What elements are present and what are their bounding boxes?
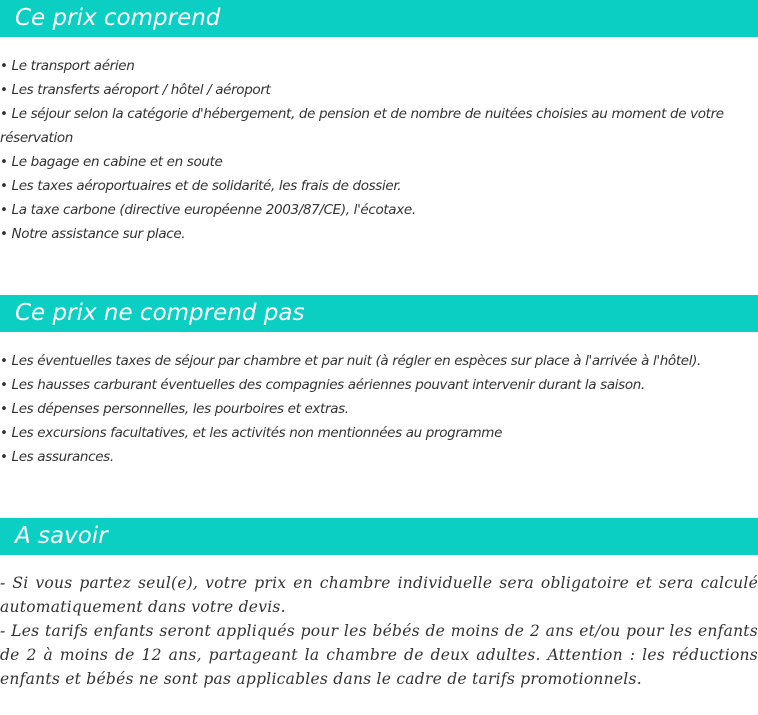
list-item: • Les dépenses personnelles, les pourboires et extras. bbox=[0, 401, 349, 417]
section-title-included: Ce prix comprend bbox=[0, 0, 758, 37]
section-title-good-to-know: A savoir bbox=[0, 518, 758, 555]
list-item: • Les hausses carburant éventuelles des compagnies aériennes pouvant intervenir durant la saison. bbox=[0, 377, 645, 393]
info-paragraph: - Les tarifs enfants seront appliqués pour les bébés de moins de 2 ans et/ou pour les enfants de 2 à moins de 12 ans, partageant la chambre de deux adultes. Attention : les réductions enfants et bébés ne sont pas applicables dans le cadre de tarifs promotionnels. bbox=[0, 622, 758, 688]
list-item: • La taxe carbone (directive européenne 2003/87/CE), l'écotaxe. bbox=[0, 202, 416, 218]
list-item: • Les transferts aéroport / hôtel / aéroport bbox=[0, 82, 271, 98]
list-item: • Le séjour selon la catégorie d'hébergement, de pension et de nombre de nuitées choisies au moment de votre réservation bbox=[0, 106, 724, 146]
list-item: • Les taxes aéroportuaires et de solidarité, les frais de dossier. bbox=[0, 178, 402, 194]
not-included-list bbox=[0, 349, 758, 469]
list-item: • Les excursions facultatives, et les activités non mentionnées au programme bbox=[0, 425, 503, 441]
list-item: • Les éventuelles taxes de séjour par chambre et par nuit (à régler en espèces sur place à l'arrivée à l'hôtel). bbox=[0, 353, 701, 369]
info-paragraph: - Si vous partez seul(e), votre prix en chambre individuelle sera obligatoire et sera calculé automatiquement dans votre devis. bbox=[0, 574, 758, 616]
section-title-not-included: Ce prix ne comprend pas bbox=[0, 295, 758, 332]
list-item: • Le bagage en cabine et en soute bbox=[0, 154, 223, 170]
list-item: • Les assurances. bbox=[0, 449, 114, 465]
good-to-know-text bbox=[0, 571, 758, 691]
list-item: • Notre assistance sur place. bbox=[0, 226, 186, 242]
included-list bbox=[0, 54, 758, 246]
list-item: • Le transport aérien bbox=[0, 58, 135, 74]
